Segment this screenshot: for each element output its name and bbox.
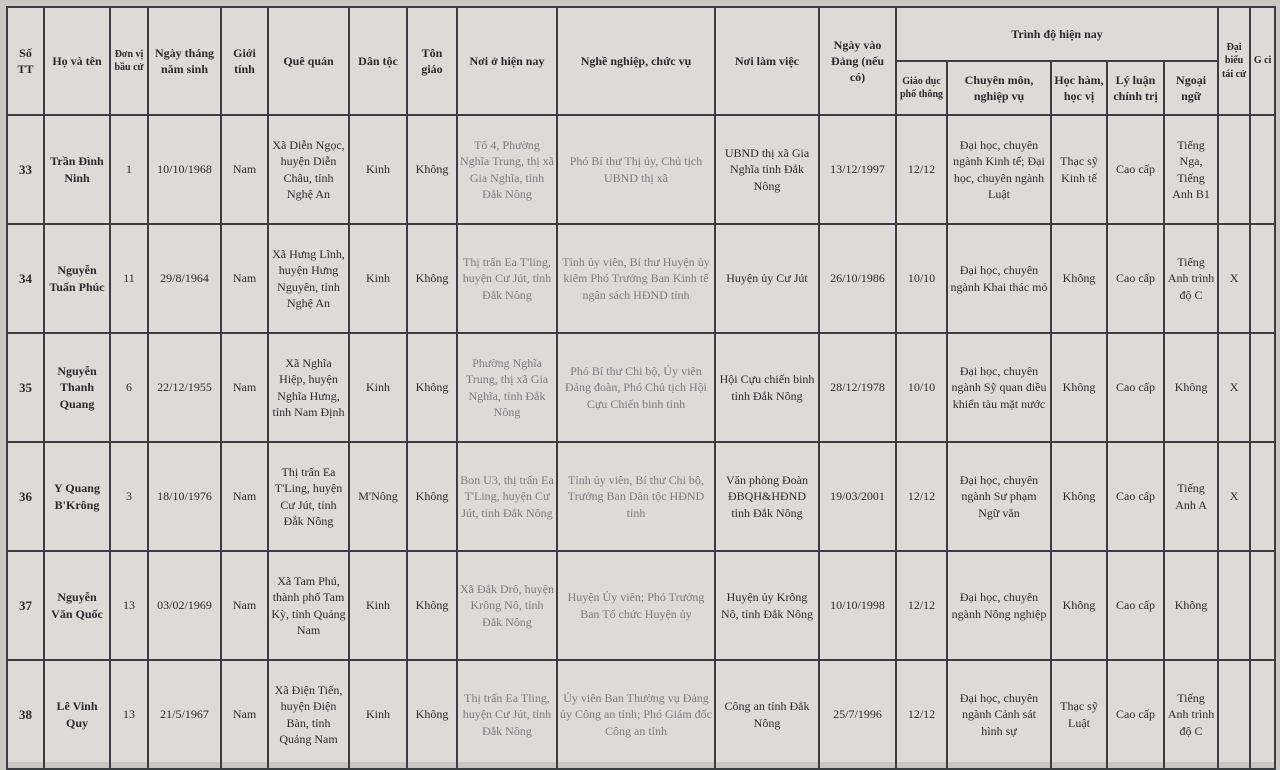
row-stt: 38 [7, 660, 44, 769]
row-workplace: UBND thị xã Gia Nghĩa tỉnh Đắk Nông [715, 115, 819, 224]
row-politics: Cao cấp [1107, 115, 1164, 224]
row-last [1250, 442, 1275, 551]
row-academic: Không [1051, 224, 1107, 333]
row-language: Không [1164, 333, 1218, 442]
header-dob: Ngày tháng năm sinh [148, 7, 221, 115]
row-language: Tiếng Nga, Tiếng Anh B1 [1164, 115, 1218, 224]
row-delegate: X [1218, 442, 1250, 551]
table-row [7, 115, 1275, 224]
table-row [7, 333, 1275, 442]
header-general-edu: Giáo dục phổ thông [896, 61, 947, 115]
row-residence: Bon U3, thị trấn Ea T'Ling, huyện Cư Jút, tỉnh Đắk Nông [457, 442, 557, 551]
row-hometown: Xã Điện Tiến, huyện Điện Bàn, tỉnh Quảng Nam [268, 660, 349, 769]
row-party-date: 25/7/1996 [819, 660, 896, 769]
row-general-edu: 10/10 [896, 224, 947, 333]
row-ethnicity: Kinh [349, 333, 407, 442]
header-delegate: Đại biểu tái cử [1218, 7, 1250, 115]
table-row [7, 660, 1275, 769]
header-occupation: Nghề nghiệp, chức vụ [557, 7, 715, 115]
table-row [7, 442, 1275, 551]
header-specialty: Chuyên môn, nghiệp vụ [947, 61, 1051, 115]
row-residence: Tổ 4, Phường Nghĩa Trung, thị xã Gia Nghĩa, tỉnh Đắk Nông [457, 115, 557, 224]
row-religion: Không [407, 551, 457, 660]
header-name: Họ và tên [44, 7, 110, 115]
row-specialty: Đại học, chuyên ngành Sỹ quan điều khiển tàu mặt nước [947, 333, 1051, 442]
row-occupation: Tỉnh ủy viên, Bí thư Chi bộ, Trưởng Ban Dân tộc HĐND tỉnh [557, 442, 715, 551]
row-ethnicity: Kinh [349, 551, 407, 660]
row-unit: 1 [110, 115, 148, 224]
header-academic: Học hàm, học vị [1051, 61, 1107, 115]
header-last: G ci [1250, 7, 1275, 115]
row-occupation: Ủy viên Ban Thường vụ Đảng ủy Công an tỉnh; Phó Giám đốc Công an tỉnh [557, 660, 715, 769]
row-stt: 35 [7, 333, 44, 442]
row-gender: Nam [221, 115, 268, 224]
row-unit: 3 [110, 442, 148, 551]
row-stt: 33 [7, 115, 44, 224]
row-residence: Thị trấn Ea Tling, huyện Cư Jút, tỉnh Đắk Nông [457, 660, 557, 769]
row-party-date: 10/10/1998 [819, 551, 896, 660]
header-politics: Lý luận chính trị [1107, 61, 1164, 115]
row-ethnicity: M'Nông [349, 442, 407, 551]
row-specialty: Đại học, chuyên ngành Nông nghiệp [947, 551, 1051, 660]
row-delegate [1218, 115, 1250, 224]
row-delegate: X [1218, 333, 1250, 442]
row-ethnicity: Kinh [349, 224, 407, 333]
row-workplace: Công an tỉnh Đắk Nông [715, 660, 819, 769]
row-religion: Không [407, 442, 457, 551]
row-party-date: 26/10/1986 [819, 224, 896, 333]
row-last [1250, 115, 1275, 224]
row-dob: 10/10/1968 [148, 115, 221, 224]
row-occupation: Tỉnh ủy viên, Bí thư Huyện ủy kiêm Phó Trưởng Ban Kinh tế ngân sách HĐND tỉnh [557, 224, 715, 333]
row-dob: 29/8/1964 [148, 224, 221, 333]
row-dob: 03/02/1969 [148, 551, 221, 660]
row-politics: Cao cấp [1107, 442, 1164, 551]
header-education-group: Trình độ hiện nay [896, 7, 1218, 61]
row-delegate [1218, 660, 1250, 769]
row-unit: 13 [110, 660, 148, 769]
row-gender: Nam [221, 442, 268, 551]
header-stt: Số TT [7, 7, 44, 115]
row-gender: Nam [221, 224, 268, 333]
row-occupation: Huyện Ủy viên; Phó Trưởng Ban Tổ chức Huyện ủy [557, 551, 715, 660]
row-academic: Không [1051, 551, 1107, 660]
row-last [1250, 551, 1275, 660]
row-politics: Cao cấp [1107, 660, 1164, 769]
row-general-edu: 12/12 [896, 660, 947, 769]
header-gender: Giới tính [221, 7, 268, 115]
header-unit: Đơn vị bầu cử [110, 7, 148, 115]
row-hometown: Xã Nghĩa Hiệp, huyện Nghĩa Hưng, tỉnh Nam Định [268, 333, 349, 442]
row-general-edu: 12/12 [896, 115, 947, 224]
row-gender: Nam [221, 333, 268, 442]
row-last [1250, 224, 1275, 333]
header-hometown: Quê quán [268, 7, 349, 115]
header-residence: Nơi ở hiện nay [457, 7, 557, 115]
row-name: Nguyễn Văn Quốc [44, 551, 110, 660]
row-name: Lê Vinh Quy [44, 660, 110, 769]
row-workplace: Văn phòng Đoàn ĐBQH&HĐND tỉnh Đắk Nông [715, 442, 819, 551]
row-religion: Không [407, 115, 457, 224]
table-row [7, 551, 1275, 660]
row-academic: Thạc sỹ Luật [1051, 660, 1107, 769]
row-name: Trần Đình Ninh [44, 115, 110, 224]
header-workplace: Nơi làm việc [715, 7, 819, 115]
row-specialty: Đại học, chuyên ngành Kinh tế; Đại học, chuyên ngành Luật [947, 115, 1051, 224]
table-row [7, 224, 1275, 333]
row-politics: Cao cấp [1107, 551, 1164, 660]
row-name: Nguyễn Tuấn Phúc [44, 224, 110, 333]
row-residence: Xã Đắk Drô, huyện Krông Nô, tỉnh Đắk Nông [457, 551, 557, 660]
row-religion: Không [407, 224, 457, 333]
row-delegate [1218, 551, 1250, 660]
candidate-table [6, 6, 1276, 770]
row-hometown: Thị trấn Ea T'Ling, huyện Cư Jút, tỉnh Đắk Nông [268, 442, 349, 551]
row-dob: 18/10/1976 [148, 442, 221, 551]
row-party-date: 28/12/1978 [819, 333, 896, 442]
header-religion: Tôn giáo [407, 7, 457, 115]
row-stt: 36 [7, 442, 44, 551]
row-unit: 6 [110, 333, 148, 442]
row-religion: Không [407, 333, 457, 442]
row-politics: Cao cấp [1107, 224, 1164, 333]
row-specialty: Đại học, chuyên ngành Khai thác mỏ [947, 224, 1051, 333]
header-row-top [7, 7, 1275, 61]
row-last [1250, 660, 1275, 769]
row-language: Tiếng Anh trình độ C [1164, 660, 1218, 769]
header-party-date: Ngày vào Đảng (nếu có) [819, 7, 896, 115]
row-residence: Thị trấn Ea T'ling, huyện Cư Jút, tỉnh Đắk Nông [457, 224, 557, 333]
table-body [7, 115, 1275, 769]
row-unit: 11 [110, 224, 148, 333]
row-hometown: Xã Hưng Lĩnh, huyện Hưng Nguyên, tỉnh Nghệ An [268, 224, 349, 333]
row-unit: 13 [110, 551, 148, 660]
row-name: Nguyễn Thanh Quang [44, 333, 110, 442]
row-politics: Cao cấp [1107, 333, 1164, 442]
row-academic: Thạc sỹ Kinh tế [1051, 115, 1107, 224]
row-delegate: X [1218, 224, 1250, 333]
row-religion: Không [407, 660, 457, 769]
candidate-table-sheet [6, 6, 1274, 762]
row-hometown: Xã Tam Phú, thành phố Tam Kỳ, tỉnh Quảng Nam [268, 551, 349, 660]
row-name: Y Quang B'Krông [44, 442, 110, 551]
row-stt: 37 [7, 551, 44, 660]
row-general-edu: 12/12 [896, 442, 947, 551]
row-party-date: 19/03/2001 [819, 442, 896, 551]
row-gender: Nam [221, 660, 268, 769]
row-occupation: Phó Bí thư Chi bộ, Ủy viên Đảng đoàn, Phó Chủ tịch Hội Cựu Chiến binh tỉnh [557, 333, 715, 442]
row-gender: Nam [221, 551, 268, 660]
row-last [1250, 333, 1275, 442]
header-ethnicity: Dân tộc [349, 7, 407, 115]
row-language: Tiếng Anh A [1164, 442, 1218, 551]
row-party-date: 13/12/1997 [819, 115, 896, 224]
row-workplace: Huyện ủy Krông Nô, tỉnh Đắk Nông [715, 551, 819, 660]
row-stt: 34 [7, 224, 44, 333]
row-ethnicity: Kinh [349, 660, 407, 769]
row-ethnicity: Kinh [349, 115, 407, 224]
row-residence: Phường Nghĩa Trung, thị xã Gia Nghĩa, tỉnh Đắk Nông [457, 333, 557, 442]
row-general-edu: 10/10 [896, 333, 947, 442]
row-workplace: Hội Cựu chiến binh tỉnh Đắk Nông [715, 333, 819, 442]
row-specialty: Đại học, chuyên ngành Sư phạm Ngữ văn [947, 442, 1051, 551]
row-specialty: Đại học, chuyên ngành Cảnh sát hình sự [947, 660, 1051, 769]
row-academic: Không [1051, 333, 1107, 442]
row-workplace: Huyện ủy Cư Jút [715, 224, 819, 333]
row-language: Tiếng Anh trình độ C [1164, 224, 1218, 333]
row-dob: 22/12/1955 [148, 333, 221, 442]
row-dob: 21/5/1967 [148, 660, 221, 769]
row-hometown: Xã Diễn Ngọc, huyện Diễn Châu, tỉnh Nghệ An [268, 115, 349, 224]
header-language: Ngoại ngữ [1164, 61, 1218, 115]
row-general-edu: 12/12 [896, 551, 947, 660]
row-occupation: Phó Bí thư Thị ủy, Chủ tịch UBND thị xã [557, 115, 715, 224]
row-language: Không [1164, 551, 1218, 660]
row-academic: Không [1051, 442, 1107, 551]
